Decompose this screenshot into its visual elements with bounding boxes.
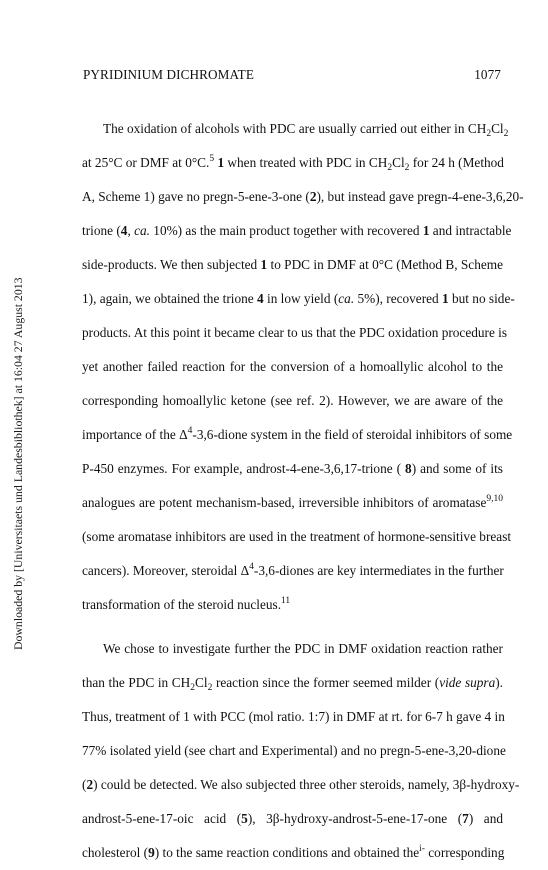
text-line: The oxidation of alcohols with PDC are usually carried out either in $CH_2Cl_2$ [103,121,509,139]
text-line: trione (4, ca. 10%) as the main product together with recovered 1 and intractable [82,223,512,238]
text-line: We chose to investigate further the PDC in DMF oxidation reaction rather [103,641,503,656]
text-line: yet another failed reaction for the conversion of a homoallylic alcohol to the [82,359,503,374]
text-line: cholesterol (9) to the same reaction conditions and obtained the$^{i-}$ corresponding [82,844,505,860]
text-line: (some aromatase inhibitors are used in the treatment of hormone-sensitive breast [82,529,512,544]
text-line: androst-5-ene-17-oic acid (5), 3β-hydroxy-androst-5-ene-17-one (7) and [82,811,503,826]
text-line: side-products. We then subjected 1 to PDC in DMF at 0°C (Method B, Scheme [82,257,503,272]
paragraph-gap [82,622,503,632]
text-line: importance of the $\Delta^4-3,6$-dione system in the field of steroidal inhibitors of some [82,426,513,442]
running-title: PYRIDINIUM DICHROMATE [83,67,254,82]
text-line: cancers). Moreover, steroidal $\Delta^4-3,6$-diones are key intermediates in the further [82,562,504,578]
download-notice: Downloaded by [Universitaets und Landesbibliothek] at 16:04 27 August 2013 [11,277,25,650]
page-number: 1077 [474,67,501,82]
text-line: analogues are potent mechanism-based, irreversible inhibitors of aromatase$^{9,10}$ [82,494,503,510]
text-line: Thus, treatment of 1 with PCC (mol ratio. 1:7) in DMF at rt. for 6-7 h gave 4 in [82,709,505,724]
text-line: 77% isolated yield (see chart and Experimental) and no pregn-5-ene-3,20-dione [82,743,506,758]
text-line: at 25°C or DMF at 0°C.$^5$ 1 when treated with PDC in $CH_2Cl_2$ for 24 h (Method [82,154,504,173]
text-line: than the PDC in $CH_2Cl_2$ reaction since the former seemed milder (vide supra). [82,675,504,693]
text-line: (2) could be detected. We also subjected three other steroids, namely, 3β-hydroxy- [82,777,520,792]
text-line: products. At this point it became clear to us that the PDC oxidation procedure is [82,325,508,340]
text-line: transformation of the steroid nucleus.$^{11}$ [82,596,291,612]
body-text [82,112,524,870]
text-line: 1), again, we obtained the trione 4 in low yield (ca. 5%), recovered 1 but no side- [82,291,515,306]
text-line: P-450 enzymes. For example, androst-4-ene-3,6,17-trione ( 8) and some of its [82,461,503,476]
text-line: A, Scheme 1) gave no pregn-5-ene-3-one (2), but instead gave pregn-4-ene-3,6,20- [82,189,524,204]
text-line: corresponding homoallylic ketone (see ref. 2). However, we are aware of the [82,393,503,408]
